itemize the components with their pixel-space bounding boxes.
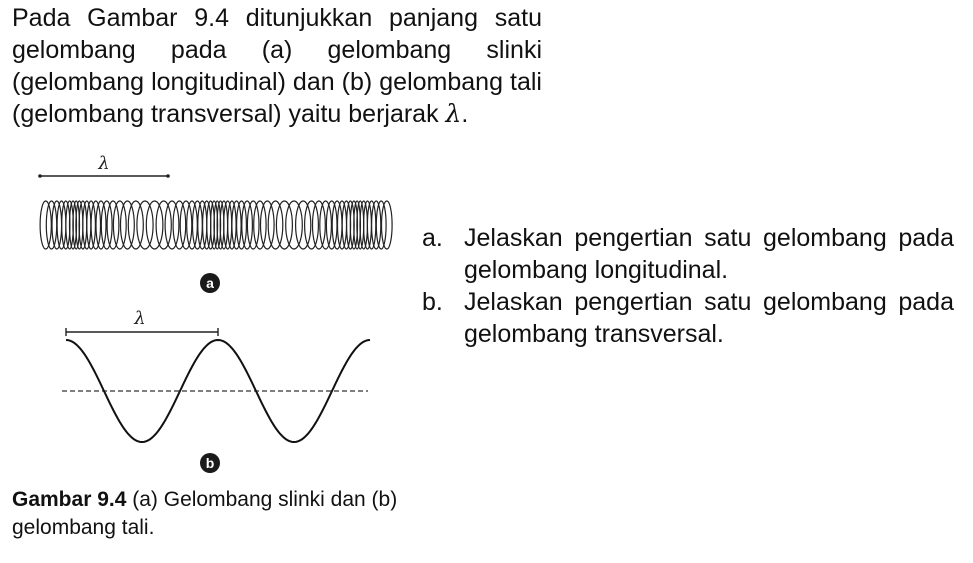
slinky-coil (156, 201, 171, 249)
slinky-coil (286, 201, 303, 249)
question-list (422, 222, 954, 350)
lambda-symbol: λ (445, 99, 462, 128)
slinky-coil (128, 201, 143, 249)
intro-end: . (461, 100, 469, 128)
lambda-marker-a (38, 153, 170, 178)
figure-caption (12, 486, 442, 542)
question-item (422, 222, 954, 286)
slinky-coil (296, 201, 311, 249)
lambda-label-a: λ (98, 153, 110, 174)
intro-text: Pada Gambar 9.4 ditunjukkan panjang satu gelombang pada (a) gelombang slinki (gelombang longitudinal) dan (b) gelombang tali (gelombang transversal) yaitu berjarak (12, 4, 542, 128)
intro-paragraph (12, 2, 542, 130)
badge-a (200, 273, 220, 293)
slinky-coil (276, 201, 292, 249)
wave-diagram (12, 150, 412, 490)
slinky-coil (165, 201, 179, 249)
slinky-coil (382, 201, 393, 249)
question-text: Jelaskan pengertian satu gelombang pada gelombang longitudinal. (464, 224, 954, 284)
caption-text: (a) Gelombang slinki dan (b) gelombang tali. (12, 488, 398, 539)
question-letter: a. (422, 224, 443, 252)
question-item (422, 286, 954, 350)
slinky-coil (113, 201, 126, 249)
slinky-coil (121, 201, 135, 249)
slinky-coil (261, 201, 275, 249)
slinky-coil (268, 201, 283, 249)
caption-label: Gambar 9.4 (12, 488, 127, 511)
badge-a-label: a (206, 275, 214, 291)
slinky-spring (40, 201, 392, 249)
slinky-coil (137, 201, 153, 249)
question-letter: b. (422, 288, 443, 316)
slinky-coil (40, 201, 51, 249)
question-text: Jelaskan pengertian satu gelombang pada gelombang transversal. (464, 288, 954, 348)
badge-b (200, 453, 220, 473)
lambda-marker-b (66, 308, 218, 336)
figure-9-4 (12, 150, 412, 490)
lambda-label-b: λ (134, 308, 146, 329)
slinky-coil (305, 201, 319, 249)
badge-b-label: b (205, 455, 215, 471)
slinky-coil (146, 201, 163, 249)
